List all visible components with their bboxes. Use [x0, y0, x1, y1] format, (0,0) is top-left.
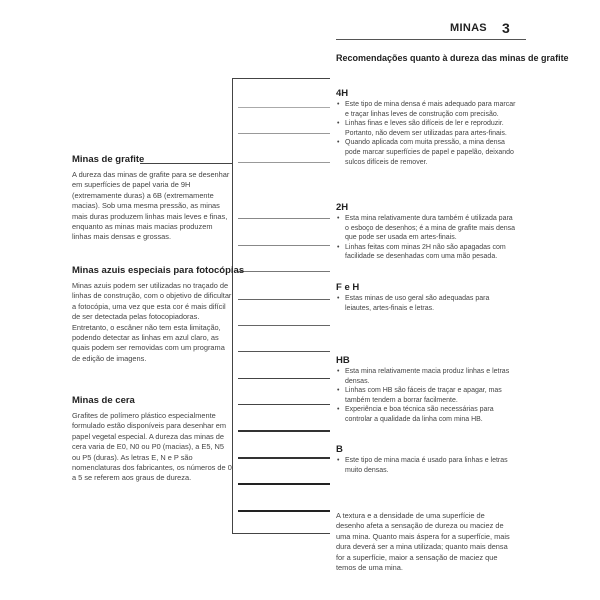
- bracket-vertical: [232, 78, 233, 533]
- list-item: • Quando aplicada com muita pressão, a mina densa pode marcar superfícies de papel e papelão, deixando sulcos difíceis de remover.: [336, 138, 516, 167]
- bracket-top: [232, 78, 330, 79]
- sample-line: [238, 510, 330, 512]
- grade-list-4h: [336, 100, 516, 167]
- section-text-graphite: A dureza das minas de grafite para se desenhar em superfícies de papel varia de 9H (extremamente duras) a 6B (extremamente macias). Sob uma mesma pressão, as minas mais duras produzem linhas mais leves e finas, enquanto as minas mais macias produzem linhas mais densas e grossas.: [72, 170, 230, 242]
- sample-line: [238, 430, 330, 432]
- bracket-sidebar-tick: [140, 163, 232, 164]
- grade-label-b: B: [336, 444, 343, 455]
- surface-texture-note: A textura e a densidade de uma superfície de desenho afeta a sensação de dureza ou maciez de uma mina. Quanto mais áspera for a superfície, mais dura deverá ser a mina utilizada; quanto mais densa for a superfície, maior a sensação de maciez que temos de uma mina.: [336, 511, 510, 573]
- bracket-bottom: [232, 533, 330, 534]
- sample-line: [238, 218, 330, 219]
- sample-line: [238, 133, 330, 134]
- sample-line: [238, 162, 330, 163]
- list-item: • Esta mina relativamente macia produz linhas e letras densas.: [336, 367, 516, 386]
- header-rule: [336, 39, 526, 40]
- grade-list-b: [336, 456, 516, 475]
- chapter-title: MINAS: [450, 22, 487, 34]
- grade-list-f-h: [336, 294, 516, 313]
- list-item: • Linhas feitas com minas 2H não são apagadas com facilidade se desenhadas com uma mão pesada.: [336, 243, 516, 262]
- list-item: • Este tipo de mina macia é usado para linhas e letras muito densas.: [336, 456, 516, 475]
- list-item: • Estas minas de uso geral são adequadas para leiautes, artes-finais e letras.: [336, 294, 516, 313]
- grade-label-f-h: F e H: [336, 282, 360, 293]
- grade-label-4h: 4H: [336, 88, 349, 99]
- grade-list-hb: [336, 367, 516, 425]
- section-title-wax-leads: Minas de cera: [72, 395, 135, 406]
- sample-line: [238, 378, 330, 379]
- list-item: • Esta mina relativamente dura também é utilizada para o esboço de desenhos; é a mina de grafite mais densa que pode ser usada em artes-finais.: [336, 214, 516, 243]
- sample-line: [238, 404, 330, 405]
- recommendations-title: Recomendações quanto à dureza das minas de grafite: [336, 53, 569, 63]
- section-title-blue-leads: Minas azuis especiais para fotocópias: [72, 265, 245, 276]
- sample-line: [238, 271, 330, 272]
- page-number: 3: [502, 20, 510, 36]
- sample-line: [238, 483, 330, 485]
- sample-line: [238, 351, 330, 352]
- section-text-wax-leads: Grafites de polímero plástico especialmente formulado estão disponíveis para desenhar em papel vegetal especial. A dureza das minas de cera varia de E0, N0 ou P0 (macias), a E5, N5 ou P5 (duras). As letras E, N e P são nomenclaturas dos fabricantes, os números de 0 a 5 se referem aos graus de dureza.: [72, 411, 232, 483]
- sample-line: [238, 457, 330, 459]
- list-item: • Experiência e boa técnica são necessárias para controlar a qualidade da linha com mina HB.: [336, 405, 516, 424]
- grade-label-2h: 2H: [336, 202, 349, 213]
- list-item: • Linhas finas e leves são difíceis de ler e reproduzir. Portanto, não devem ser utilizadas para artes-finais.: [336, 119, 516, 138]
- sample-line: [238, 107, 330, 108]
- grade-label-hb: HB: [336, 355, 350, 366]
- grade-list-2h: [336, 214, 516, 262]
- sample-line: [238, 299, 330, 300]
- sample-line: [238, 245, 330, 246]
- sample-line: [238, 325, 330, 326]
- section-title-graphite: Minas de grafite: [72, 154, 145, 165]
- section-text-blue-leads: Minas azuis podem ser utilizadas no traçado de linhas de construção, com o objetivo de dificultar a fotocópia, uma vez que esta cor é mais difícil de ser detectada pelas fotocopiadoras. Entretanto, o escâner não tem esta limitação, podendo detectar as linhas em azul claro, as quais podem ser removidas com um programa de edição de imagens.: [72, 281, 232, 363]
- list-item: • Este tipo de mina densa é mais adequado para marcar e traçar linhas leves de construção com precisão.: [336, 100, 516, 119]
- list-item: • Linhas com HB são fáceis de traçar e apagar, mas também tendem a borrar facilmente.: [336, 386, 516, 405]
